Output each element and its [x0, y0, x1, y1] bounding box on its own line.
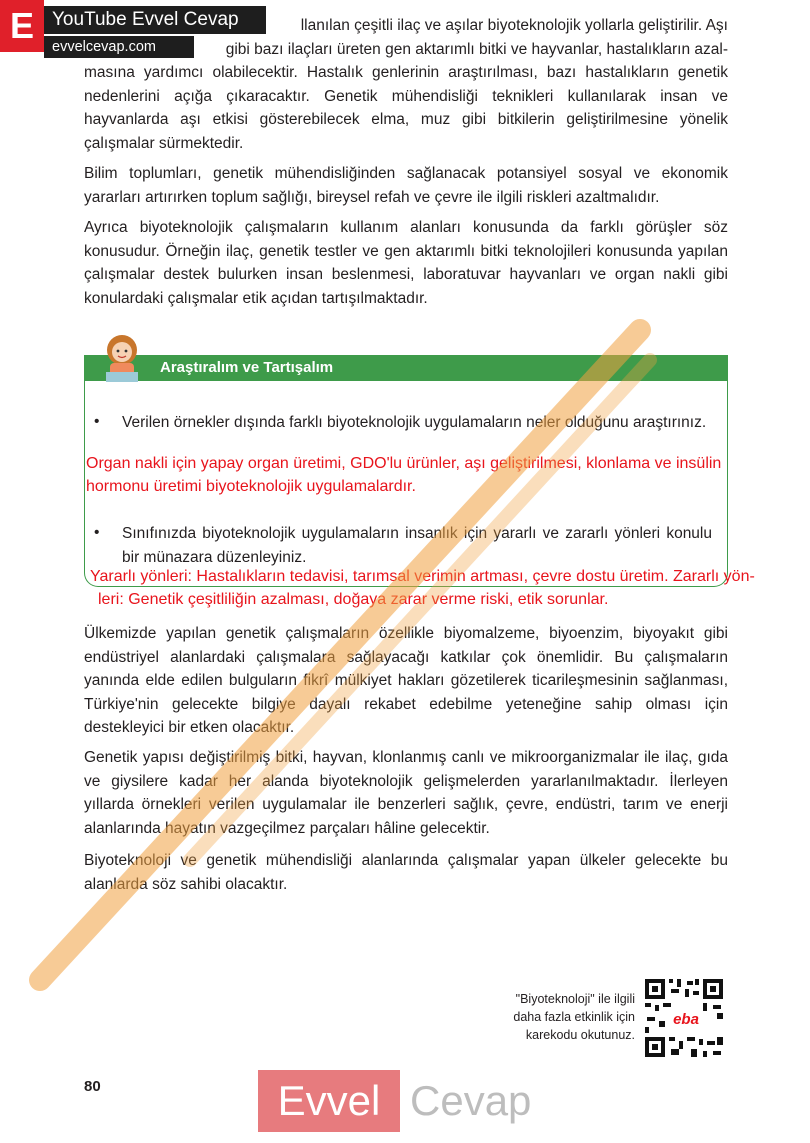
paragraph-1-line-1: llanılan çeşitli ilaç ve aşılar biyoteknolojik yollarla geliştirilir. Aşı: [300, 17, 728, 34]
qr-caption-line-1: "Biyoteknoloji" ile ilgili: [515, 992, 635, 1006]
bullet-1: •: [94, 413, 100, 430]
activity-question-2: Sınıfınızda biyoteknolojik uygulamaların insanlık için yararlı ve zararlı yönleri konulu bir münazara düzenleyiniz.: [122, 525, 712, 566]
watermark-cevap: Cevap: [410, 1077, 532, 1124]
activity-answer-2-line-2: leri: Genetik çeşitliliğin azalması, doğaya zarar verme riski, etik sorunlar.: [98, 591, 609, 608]
activity-title: Araştıralım ve Tartışalım: [160, 359, 334, 376]
bullet-2: •: [94, 524, 100, 541]
paragraph-6: Biyoteknoloji ve genetik mühendisliği alanlarında çalışmalar yapan ülkeler gelecekte bu alanlarda söz sahibi olacaktır.: [84, 852, 728, 893]
teacher-avatar-icon: [96, 332, 148, 384]
activity-question-1: Verilen örnekler dışında farklı biyoteknolojik uygulamaların neler olduğunu araştırınız.: [122, 414, 707, 431]
activity-answer-1: Organ nakli için yapay organ üretimi, GDO'lu ürünler, aşı geliştirilmesi, klonlama ve insülin hormonu üretimi biyoteknolojik uygulamalardır.: [86, 455, 722, 495]
paragraph-5: Genetik yapısı değiştirilmiş bitki, hayvan, klonlanmış canlı ve mikroorganizmalar ile ilaç, gıda ve giysilere kadar her alanda biyoteknolojik gelişmelerden yararlanılmaktadır. İlerleyen yıllarda örnekleri verilen uygulamalar ile benzerleri sağlık, çevre, endüstri, tarım ve enerji alanlarında hayatın vazgeçilmez parçaları hâline gelecektir.: [84, 749, 728, 837]
site-url-label: evvelcevap.com: [44, 36, 194, 58]
qr-code-icon[interactable]: [643, 977, 725, 1059]
qr-caption-line-3: karekodu okutunuz.: [525, 1028, 635, 1042]
paragraph-1-line-2: gibi bazı ilaçları üreten gen aktarımlı bitki ve hayvanlar, hastalıkların azal-: [225, 41, 728, 58]
activity-answer-2-line-1: Yararlı yönleri: Hastalıkların tedavisi, tarımsal verimin artması, çevre dostu üretim. Zararlı yön-: [90, 568, 755, 585]
eba-logo: eba: [673, 1011, 699, 1028]
brand-badge: E: [0, 0, 44, 52]
paragraph-4: Ülkemizde yapılan genetik çalışmaların özellikle biyomalzeme, biyoenzim, biyoyakıt gibi endüstriyel alanlardaki çalışmalara sağlayacağı katkılar çok önemlidir. Bu çalışmaların yanında elde edilen bulguların fikrî mülkiyet hakları gözetilerek ticarileşmesinin sağlanması, Türkiye'nin gelecekte bilgiye dayalı rekabet edebilme yeteneğine sahip olması için destekleyici bir etken olacaktır.: [84, 625, 728, 736]
paragraph-3: Ayrıca biyoteknolojik çalışmaların kullanım alanları konusunda da farklı görüşler söz konusudur. Örneğin ilaç, genetik testler ve gen aktarımlı bitki teknolojileri konusunda yapılan çalışmalar destek bulurken insan beslenmesi, laboratuvar hayvanları ve organ nakli gibi konulardaki çalışmalar etik açıdan tartışılmaktadır.: [84, 219, 728, 307]
page-number: 80: [84, 1078, 101, 1095]
paragraph-2: Bilim toplumları, genetik mühendisliğinden sağlanacak potansiyel sosyal ve ekonomik yararları artırırken toplum sağlığı, bireysel refah ve çevre ile ilgili riskleri azaltmalıdır.: [84, 165, 728, 206]
youtube-channel-label: YouTube Evvel Cevap: [44, 6, 266, 34]
paragraph-1: masına yardımcı olabilecektir. Hastalık genlerinin araştırılması, bazı hastalıkların genetik nedenlerini açığa çıkaracaktır. Genetik mühendisliği teknikleri kullanılarak insan ve hayvanlarda aşı etkisi gösterebilecek elma, muz gibi bitkilerin geliştirilmesine yönelik çalışmalar sürmektedir.: [84, 64, 728, 152]
watermark-evvel: Evvel: [258, 1070, 400, 1132]
qr-caption: [470, 990, 635, 1044]
qr-caption-line-2: daha fazla etkinlik için: [513, 1010, 635, 1024]
